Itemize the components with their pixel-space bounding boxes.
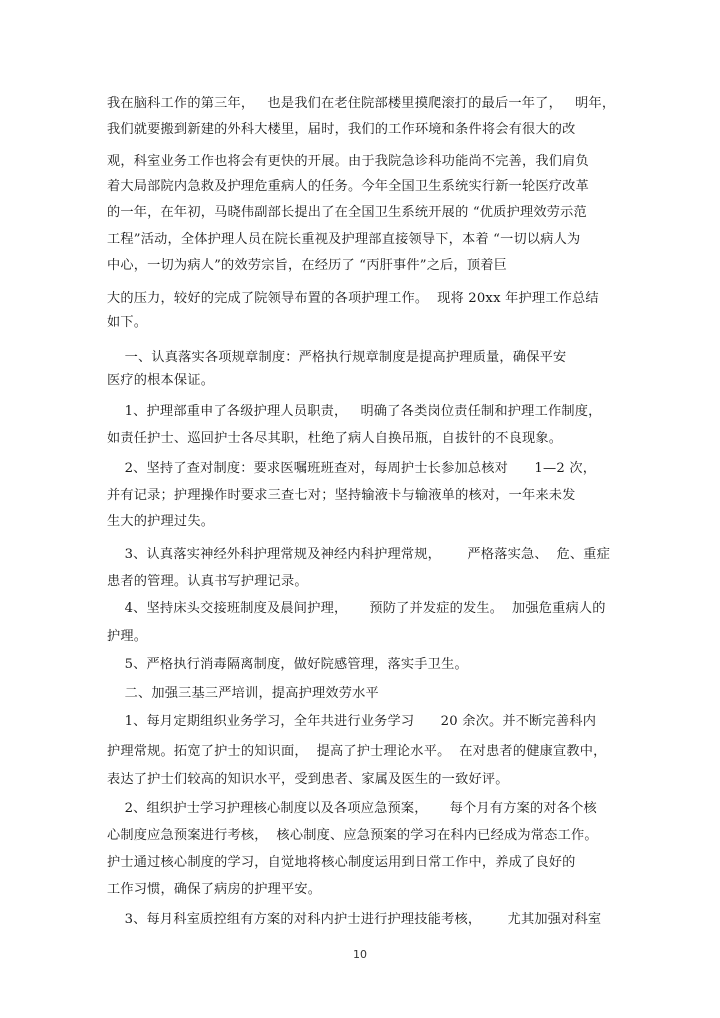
text-line: 工程”活动，全体护理人员在院长重视及护理部直接领导下，本着 “一切以病人为 (107, 232, 581, 247)
text-line: 医疗的根本保证。 (107, 373, 215, 388)
text-line: 中心，一切为病人”的效劳宗旨，在经历了 “丙肝事件”之后，顶着巨 (107, 258, 508, 273)
text-line: 大的压力，较好的完成了院领导布置的各项护理工作。 现将 20xx 年护理工作总结 (107, 291, 599, 306)
text-line: 心制度应急预案进行考核， 核心制度、应急预案的学习在科内已经成为常态工作。 (107, 828, 598, 843)
section-heading: 二、加强三基三严培训，提高护理效劳水平 (107, 686, 379, 701)
text-line: 1、每月定期组织业务学习，全年共进行业务学习 20 余次。并不断完善科内 (107, 714, 597, 729)
text-line: 3、认真落实神经外科护理常规及神经内科护理常规， 严格落实急、 危、重症 (107, 547, 611, 562)
text-line: 观，科室业务工作也将会有更快的开展。由于我院急诊科功能尚不完善，我们肩负 (107, 154, 589, 169)
text-line: 护士通过核心制度的学习，自觉地将核心制度运用到日常工作中，养成了良好的 (107, 855, 576, 870)
text-line: 我在脑科工作的第三年， 也是我们在老住院部楼里摸爬滚打的最后一年了， 明年， (107, 96, 616, 111)
text-line: 4、坚持床头交接班制度及晨间护理， 预防了并发症的发生。 加强危重病人的 (107, 601, 606, 616)
text-line: 患者的管理。认真书写护理记录。 (107, 574, 308, 589)
text-line: 并有记录；护理操作时要求三查七对；坚持输液卡与输液单的核对，一年来未发 (107, 488, 576, 503)
text-line: 的一年，在年初，马晓伟副部长提出了在全国卫生系统开展的 “优质护理效劳示范 (107, 205, 587, 220)
page-number: 10 (353, 948, 367, 961)
text-line: 3、每月科室质控组有方案的对科内护士进行护理技能考核， 尤其加强对科室 (107, 912, 602, 927)
text-line: 一、认真落实各项规章制度：严格执行规章制度是提高护理质量，确保平安 (107, 350, 567, 365)
text-line: 工作习惯，确保了病房的护理平安。 (107, 882, 322, 897)
text-line: 如责任护士、巡回护士各尽其职，杜绝了病人自换吊瓶，自拔针的不良现象。 (107, 431, 563, 446)
text-line: 着大局部院内急救及护理危重病人的任务。今年全国卫生系统实行新一轮医疗改革 (107, 179, 589, 194)
text-line: 我们就要搬到新建的外科大楼里，届时，我们的工作环境和条件将会有很大的改 (107, 122, 576, 137)
text-line: 1、护理部重申了各级护理人员职责， 明确了各类岗位责任制和护理工作制度， (107, 404, 602, 419)
text-line: 护理常规。拓宽了护士的知识面， 提高了护士理论水平。 在对患者的健康宣教中， (107, 744, 607, 759)
text-line: 2、坚持了查对制度：要求医嘱班班查对，每周护士长参加总核对 1—2 次， (107, 461, 597, 476)
text-line: 生大的护理过失。 (107, 514, 215, 529)
text-line: 护理。 (107, 629, 148, 644)
text-line: 5、严格执行消毒隔离制度，做好院感管理，落实手卫生。 (107, 657, 468, 672)
text-line: 2、组织护士学习护理核心制度以及各项应急预案， 每个月有方案的对各个核 (107, 801, 597, 816)
text-line: 表达了护士们较高的知识水平，受到患者、家属及医生的一致好评。 (107, 772, 509, 787)
text-line: 如下。 (107, 315, 148, 330)
